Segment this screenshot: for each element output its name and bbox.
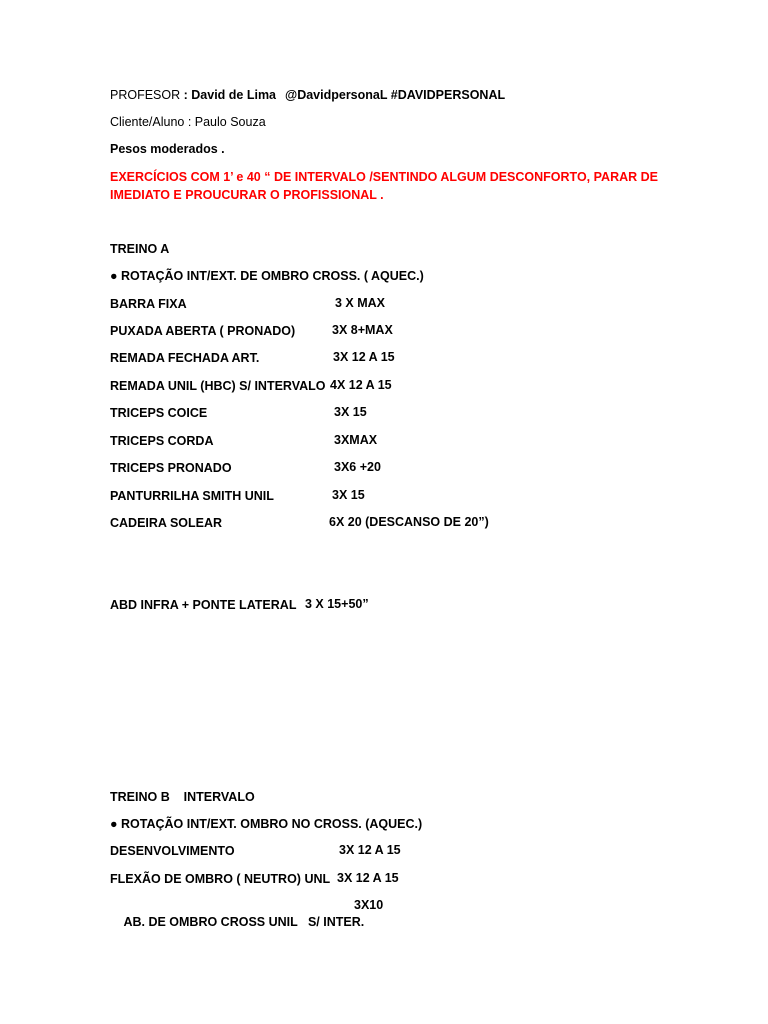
professor-colon: : — [183, 88, 192, 102]
exercise-row — [110, 350, 259, 366]
exercise-row — [110, 378, 326, 394]
abd-name: ABD INFRA + PONTE LATERAL — [110, 598, 297, 612]
exercise-row — [110, 405, 207, 421]
exercise-row — [110, 898, 364, 946]
exercise-row — [110, 871, 330, 887]
exercise-row — [110, 433, 213, 449]
warning-line-1: EXERCÍCIOS COM 1’ e 40 “ DE INTERVALO /SENTINDO ALGUM DESCONFORTO, PARAR DE — [110, 170, 658, 184]
social-handles: @DavidpersonaL #DAVIDPERSONAL — [285, 88, 506, 102]
exercise-name: PANTURRILHA SMITH UNIL — [110, 489, 274, 503]
treino-a-warmup: ● ROTAÇÃO INT/EXT. DE OMBRO CROSS. ( AQUEC.) — [110, 269, 424, 283]
exercise-name: BARRA FIXA — [110, 297, 187, 311]
exercise-sets: 3X 12 A 15 — [333, 350, 395, 364]
exercise-sets: 3X 12 A 15 — [339, 843, 401, 857]
exercise-name: AB. DE OMBRO CROSS UNIL S/ INTER. — [123, 915, 365, 929]
professor-line — [110, 87, 276, 103]
exercise-sets: 3X10 — [354, 898, 384, 912]
exercise-name: REMADA UNIL (HBC) S/ INTERVALO — [110, 379, 326, 393]
treino-b-warmup: ● ROTAÇÃO INT/EXT. OMBRO NO CROSS. (AQUEC.) — [110, 817, 423, 831]
exercise-sets: 3X6 +20 — [334, 460, 381, 474]
abd-sets: 3 X 15+50” — [305, 597, 369, 611]
exercise-row — [110, 843, 235, 859]
exercise-name: TRICEPS PRONADO — [110, 461, 232, 475]
exercise-name: PUXADA ABERTA ( PRONADO) — [110, 324, 296, 338]
professor-label: PROFESOR — [110, 88, 184, 102]
exercise-sets: 3X 15 — [334, 405, 367, 419]
exercise-sets: 4X 12 A 15 — [330, 378, 392, 392]
exercise-name: TRICEPS CORDA — [110, 434, 214, 448]
exercise-row — [110, 515, 222, 531]
treino-a-title: TREINO A — [110, 242, 170, 256]
exercise-sets: 3X 8+MAX — [332, 323, 393, 337]
warning-line-2: IMEDIATO E PROUCURAR O PROFISSIONAL . — [110, 188, 384, 202]
client-line: Cliente/Aluno : Paulo Souza — [110, 115, 266, 129]
exercise-sets: 3X 12 A 15 — [337, 871, 399, 885]
exercise-name: FLEXÃO DE OMBRO ( NEUTRO) UNL — [110, 872, 331, 886]
exercise-sets: 3XMAX — [334, 433, 378, 447]
exercise-sets: 3X 15 — [332, 488, 365, 502]
exercise-row — [110, 488, 274, 504]
exercise-name: CADEIRA SOLEAR — [110, 516, 223, 530]
exercise-name: TRICEPS COICE — [110, 406, 208, 420]
exercise-name: REMADA FECHADA ART. — [110, 351, 260, 365]
abd-row — [110, 597, 296, 613]
weights-note: Pesos moderados . — [110, 142, 225, 156]
exercise-row — [110, 323, 295, 339]
treino-b-title: TREINO B INTERVALO — [110, 790, 255, 804]
exercise-row — [110, 296, 187, 312]
exercise-name: DESENVOLVIMENTO — [110, 844, 235, 858]
exercise-row — [110, 460, 232, 476]
interval-warning — [110, 168, 670, 204]
exercise-sets: 6X 20 (DESCANSO DE 20”) — [329, 515, 489, 529]
exercise-sets: 3 X MAX — [335, 296, 386, 310]
professor-name: David de Lima — [191, 88, 277, 102]
